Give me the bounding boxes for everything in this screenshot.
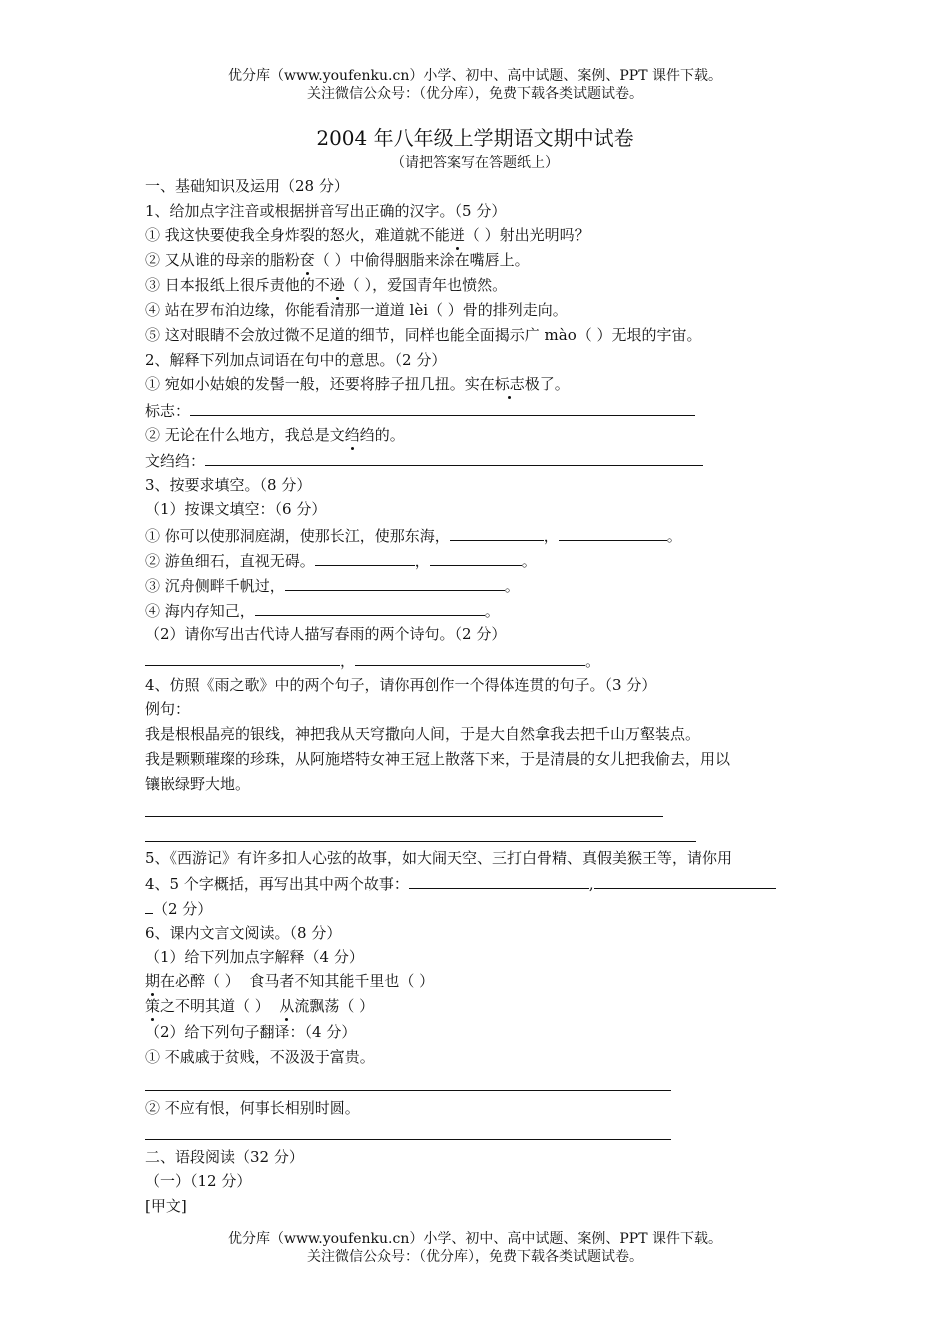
q6-translate-1-answer-line[interactable] bbox=[145, 1090, 671, 1091]
footer-site-line: 优分库（www.youfenku.cn）小学、初中、高中试题、案例、PPT 课件下载。 bbox=[227, 1231, 722, 1247]
q4-example-label: 例句： bbox=[145, 700, 191, 718]
q6-b-text-pre: 食马者不知其能千里 bbox=[249, 972, 385, 990]
q1-item-1-dotted-char: 迸 bbox=[449, 226, 465, 244]
q1-item-1 bbox=[145, 225, 590, 245]
q3-item-1-comma: ， bbox=[543, 527, 559, 545]
q1-item-3-dotted-char: 逊 bbox=[329, 276, 345, 294]
q3-item-1-period: 。 bbox=[666, 527, 682, 545]
q1-item-1-text-b: （ ）射出光明吗？ bbox=[464, 226, 590, 244]
q3-sub-2-blank-a[interactable] bbox=[145, 650, 340, 666]
q6-translate-2: ② 不应有恨，何事长相别时圆。 bbox=[145, 1099, 360, 1117]
q2-item-2-text-b: 的。 bbox=[374, 426, 405, 444]
q3-item-3-blank[interactable] bbox=[285, 575, 505, 591]
section-2-heading: 二、语段阅读（32 分） bbox=[145, 1148, 304, 1166]
footer-wechat-line: 关注微信公众号：（优分库），免费下载各类试题试卷。 bbox=[307, 1249, 643, 1265]
q2-stem: 2、解释下列加点词语在句中的意思。（2 分） bbox=[145, 351, 447, 369]
q4-stem: 4、仿照《雨之歌》中的两个句子，请你再创作一个得体连贯的句子。（3 分） bbox=[145, 676, 657, 694]
q3-stem: 3、按要求填空。（8 分） bbox=[145, 476, 312, 494]
q4-answer-line-2[interactable] bbox=[145, 841, 696, 842]
q6-c-text: 之不明其道（ ） bbox=[160, 997, 270, 1015]
q5-line-2-text: 4、5 个字概括，再写出其中两个故事： bbox=[145, 875, 409, 893]
q6-b-char: 也 bbox=[384, 972, 400, 990]
q3-item-3-text: ③ 沉舟侧畔千帆过， bbox=[145, 577, 285, 595]
q2-answer-2-blank[interactable] bbox=[205, 450, 703, 466]
q5-score: （2 分） bbox=[153, 900, 213, 918]
q6-row-1 bbox=[145, 971, 434, 991]
q3-item-4-text: ④ 海内存知己， bbox=[145, 602, 255, 620]
q3-item-2-text: ② 游鱼细石，直视无碍。 bbox=[145, 552, 315, 570]
q2-answer-2-label: 文绉绉： bbox=[145, 452, 206, 470]
q4-answer-line-1[interactable] bbox=[145, 816, 663, 817]
section-1-heading: 一、基础知识及运用（28 分） bbox=[145, 177, 349, 195]
q6-stem: 6、课内文言文阅读。（8 分） bbox=[145, 924, 342, 942]
q6-a-text: 在必醉（ ） bbox=[160, 972, 240, 990]
q5-blank-a[interactable] bbox=[409, 873, 589, 889]
q6-translate-1: ① 不戚戚于贫贱，不汲汲于富贵。 bbox=[145, 1048, 375, 1066]
q3-item-3 bbox=[145, 575, 520, 596]
q2-item-1-dotted-word: 标志 bbox=[494, 375, 525, 393]
q3-item-2-blank-b[interactable] bbox=[430, 550, 522, 566]
q3-sub-2-blank-b[interactable] bbox=[355, 650, 585, 666]
q3-item-4-blank[interactable] bbox=[255, 600, 485, 616]
q5-line-2 bbox=[145, 873, 776, 894]
q2-answer-1-label: 标志： bbox=[145, 402, 191, 420]
q3-item-4 bbox=[145, 600, 500, 621]
q3-sub-2-answer bbox=[145, 650, 600, 671]
section-2-text-a-label: [甲文] bbox=[145, 1197, 187, 1215]
q3-item-4-period: 。 bbox=[484, 602, 500, 620]
q2-item-2-text-a: ② 无论在什么地方，我总是 bbox=[145, 426, 330, 444]
q2-answer-1 bbox=[145, 400, 695, 421]
q3-item-1-text: ① 你可以使那洞庭湖，使那长江，使那东海， bbox=[145, 527, 450, 545]
q3-item-1-blank-b[interactable] bbox=[559, 525, 667, 541]
q4-example-2a: 我是颗颗璀璨的珍珠，从阿施塔特女神王冠上散落下来，于是清晨的女儿把我偷去，用以 bbox=[145, 750, 731, 768]
q2-item-1-text-b: 极了。 bbox=[524, 375, 570, 393]
q2-answer-1-blank[interactable] bbox=[190, 400, 695, 416]
q4-example-2b: 镶嵌绿野大地。 bbox=[145, 775, 251, 793]
q3-item-2-period: 。 bbox=[521, 552, 537, 570]
q2-item-1 bbox=[145, 374, 570, 394]
q1-item-3 bbox=[145, 275, 507, 295]
q5-blank-c[interactable] bbox=[145, 898, 153, 914]
q1-item-4: ④ 站在罗布泊边缘，你能看清那一道道 lèi（ ）骨的排列走向。 bbox=[145, 301, 568, 319]
q1-item-3-text-a: ③ 日本报纸上很斥责他的不 bbox=[145, 276, 330, 294]
q3-item-2-comma: ， bbox=[414, 552, 430, 570]
q5-blank-b[interactable] bbox=[594, 873, 776, 889]
page-title: 2004 年八年级上学期语文期中试卷 bbox=[316, 126, 634, 150]
q6-c-dotted-char: 策 bbox=[145, 997, 161, 1015]
q3-sub-2: （2）请你写出古代诗人描写春雨的两个诗句。（2 分） bbox=[145, 625, 507, 643]
q6-sub-1: （1）给下列加点字解释（4 分） bbox=[145, 948, 364, 966]
section-2-part-1: （一）（12 分） bbox=[145, 1172, 252, 1190]
q6-a-dotted-char: 期 bbox=[145, 972, 161, 990]
q6-d-text: 流飘荡（ ） bbox=[294, 997, 375, 1015]
q3-item-2 bbox=[145, 550, 537, 571]
q1-item-1-text-a: ① 我这快要使我全身炸裂的怒火，难道就不能 bbox=[145, 226, 450, 244]
q5-line-1: 5、《西游记》有许多扣人心弦的故事，如大闹天空、三打白骨精、真假美猴王等，请你用 bbox=[145, 849, 733, 867]
q6-row-2 bbox=[145, 996, 374, 1016]
q1-item-2-dotted-char: 奁 bbox=[299, 251, 315, 269]
q1-item-5: ⑤ 这对眼睛不会放过微不足道的细节，同样也能全面揭示广 mào（ ）无垠的宇宙。 bbox=[145, 326, 702, 344]
q2-answer-2 bbox=[145, 450, 703, 471]
q3-item-1 bbox=[145, 525, 682, 546]
q3-item-1-blank-a[interactable] bbox=[450, 525, 544, 541]
q3-sub-2-period: 。 bbox=[585, 652, 601, 670]
q3-item-3-period: 。 bbox=[504, 577, 520, 595]
q5-line-3 bbox=[145, 898, 212, 919]
q4-example-1: 我是根根晶亮的银线，神把我从天穹撒向人间，于是大自然拿我去把千山万壑装点。 bbox=[145, 725, 701, 743]
q1-item-2 bbox=[145, 250, 530, 270]
q2-item-2 bbox=[145, 425, 405, 445]
q1-stem: 1、给加点字注音或根据拼音写出正确的汉字。（5 分） bbox=[145, 202, 507, 220]
q5-comma: , bbox=[588, 875, 594, 893]
header-wechat-line: 关注微信公众号：（优分库），免费下载各类试题试卷。 bbox=[307, 86, 643, 102]
q2-item-1-text-a: ① 宛如小姑娘的发髻一般，还要将脖子扭几扭。实在 bbox=[145, 375, 495, 393]
header-site-line: 优分库（www.youfenku.cn）小学、初中、高中试题、案例、PPT 课件下载。 bbox=[227, 68, 722, 84]
q3-sub-1: （1）按课文填空：（6 分） bbox=[145, 500, 327, 518]
q3-sub-2-comma: ， bbox=[340, 652, 356, 670]
page-subtitle: （请把答案写在答题纸上） bbox=[391, 155, 559, 171]
q1-item-2-text-b: （ ）中偷得胭脂来涂在嘴唇上。 bbox=[314, 251, 530, 269]
q2-item-2-dotted-word: 文绉绉 bbox=[329, 426, 375, 444]
q6-b-text: （ ） bbox=[399, 972, 435, 990]
q1-item-2-text-a: ② 又从谁的母亲的脂粉 bbox=[145, 251, 300, 269]
q6-sub-2: （2）给下列句子翻译：（4 分） bbox=[145, 1023, 357, 1041]
q6-translate-2-answer-line[interactable] bbox=[145, 1139, 671, 1140]
q3-item-2-blank-a[interactable] bbox=[315, 550, 415, 566]
q1-item-3-text-b: （ ），爱国青年也愤然。 bbox=[344, 276, 508, 294]
q6-d-dotted-char: 从 bbox=[279, 997, 295, 1015]
